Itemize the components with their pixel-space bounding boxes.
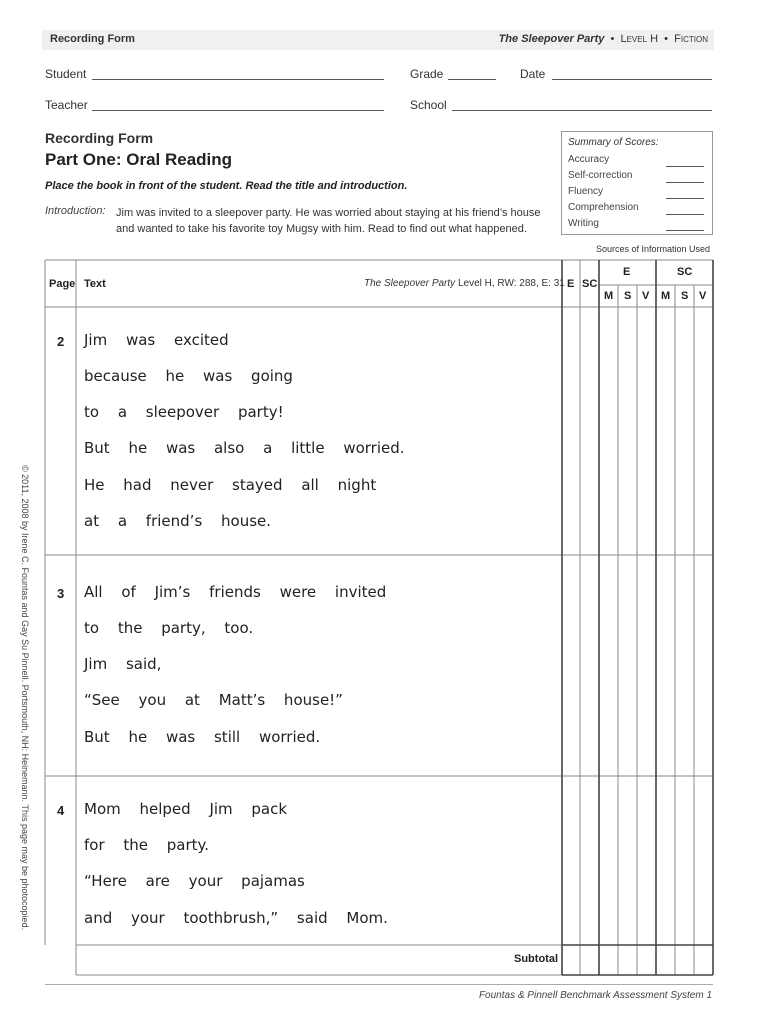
header-genre: Fiction: [674, 33, 708, 45]
text-line: “See you at Matt’s house!”: [84, 691, 343, 709]
text-line: at a friend’s house.: [84, 512, 272, 530]
text-line: He had never stayed all night: [84, 476, 377, 494]
msv-header-v: V: [699, 290, 707, 302]
col-page-header: Page: [49, 278, 76, 290]
text-line: “Here are your pajamas: [84, 872, 305, 890]
text-line: But he was also a little worried.: [84, 439, 405, 457]
summary-label: Fluency: [568, 186, 604, 197]
summary-label: Self-correction: [568, 170, 633, 181]
text-line: to a sleepover party!: [84, 403, 284, 421]
summary-label: Writing: [568, 218, 599, 229]
text-line: Mom helped Jim pack: [84, 800, 288, 818]
text-line: Jim said,: [84, 655, 162, 673]
summary-label: Comprehension: [568, 202, 639, 213]
introduction-colon: :: [102, 205, 106, 217]
text-line: because he was going: [84, 367, 293, 385]
school-label: School: [410, 98, 447, 112]
text-line: and your toothbrush,” said Mom.: [84, 909, 388, 927]
header-bullet-2: •: [664, 33, 669, 45]
group-e-header: E: [623, 266, 631, 278]
header-book-title: The Sleepover Party: [498, 33, 605, 45]
header-bullet-1: •: [610, 33, 615, 45]
page-number: 4: [57, 803, 65, 818]
copyright-notice: © 2011, 2008 by Irene C. Fountas and Gay Su Pinnell. Portsmouth, NH: Heinemann. This page may be photocopied.: [20, 465, 30, 931]
group-sc-header: SC: [677, 266, 693, 278]
book-info-rest: Level H, RW: 288, E: 31: [457, 278, 565, 289]
subtotal-label: Subtotal: [514, 953, 558, 965]
footer-text: Fountas & Pinnell Benchmark Assessment System 1: [478, 990, 712, 1001]
text-line: for the party.: [84, 836, 210, 854]
introduction-label-text: Introduction: [45, 205, 103, 217]
msv-header-s: S: [624, 290, 632, 302]
header-form-label: Recording Form: [50, 33, 135, 45]
sources-of-information-label: Sources of Information Used: [595, 244, 710, 254]
grade-label: Grade: [410, 67, 444, 81]
text-line: All of Jim’s friends were invited: [84, 583, 387, 601]
student-label: Student: [45, 67, 87, 81]
date-label: Date: [520, 67, 546, 81]
teacher-label: Teacher: [45, 98, 88, 112]
page-number: 3: [57, 586, 65, 601]
summary-label: Accuracy: [568, 154, 610, 165]
header-level: Level H: [620, 33, 659, 45]
introduction-text: Jim was invited to a sleepover party. He was worried about staying at his friend’s house and wanted to take his favorite toy Mugsy with him. Read to find out what happened.: [116, 207, 541, 235]
book-info-title: The Sleepover Party: [364, 278, 456, 289]
msv-header-s: S: [681, 290, 689, 302]
msv-header-m: M: [661, 290, 671, 302]
part-title: Part One: Oral Reading: [45, 150, 233, 169]
page-number: 2: [57, 334, 65, 349]
text-line: Jim was excited: [84, 331, 229, 349]
recording-form-heading: Recording Form: [45, 130, 154, 146]
col-text-header: Text: [84, 278, 106, 290]
text-line: to the party, too.: [84, 619, 254, 637]
footer-divider: [45, 984, 713, 985]
col-sc-header: SC: [582, 278, 598, 290]
text-line: But he was still worried.: [84, 728, 321, 746]
summary-title: Summary of Scores:: [568, 137, 659, 148]
msv-header-v: V: [642, 290, 650, 302]
msv-header-m: M: [604, 290, 614, 302]
book-info: [364, 278, 565, 289]
instruction-text: Place the book in front of the student. Read the title and introduction.: [45, 180, 408, 192]
col-e-header: E: [567, 278, 575, 290]
